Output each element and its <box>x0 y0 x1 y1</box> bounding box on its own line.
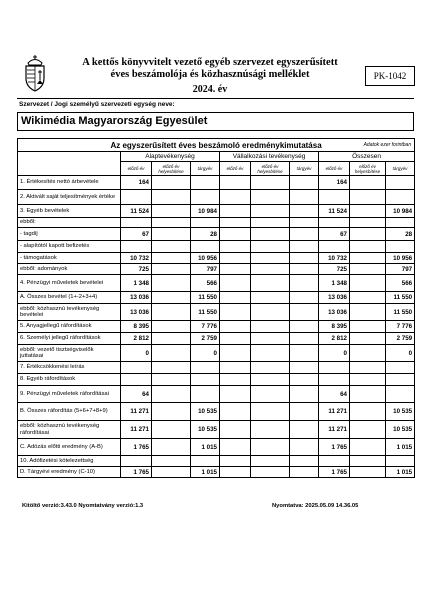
table-title: Az egyszerűsített éves beszámoló eredménykimutatása <box>110 140 322 150</box>
value-cell: 797 <box>191 264 220 275</box>
value-cell <box>350 321 386 333</box>
value-cell <box>290 321 319 333</box>
value-cell: 10 956 <box>386 253 415 264</box>
value-cell <box>220 362 251 374</box>
value-cell: 28 <box>191 228 220 241</box>
table-row <box>18 456 415 467</box>
value-cell: 164 <box>121 176 152 190</box>
value-cell <box>191 176 220 190</box>
table-row <box>18 275 415 292</box>
table-title-cell <box>18 139 415 152</box>
form-title-line2: éves beszámolója és közhasznúsági melléklet <box>110 69 310 80</box>
value-cell <box>350 241 386 253</box>
value-cell <box>350 439 386 456</box>
value-cell <box>290 374 319 386</box>
value-cell <box>152 241 191 253</box>
value-cell <box>251 253 290 264</box>
value-cell: 0 <box>121 345 152 362</box>
row-label: - alapítótól kapott befizetés <box>18 241 121 253</box>
value-cell: 1 348 <box>319 275 350 292</box>
value-cell <box>220 345 251 362</box>
table-row <box>18 253 415 264</box>
value-cell <box>152 345 191 362</box>
value-cell <box>350 362 386 374</box>
value-cell <box>191 362 220 374</box>
value-cell: 10 984 <box>191 205 220 218</box>
subheader-cell: előző év helyesbítése <box>152 162 191 176</box>
row-label: ebből: vezető tisztségviselők juttatásai <box>18 345 121 362</box>
value-cell <box>152 292 191 304</box>
group-header-business: Vállalkozási tevékenység <box>220 152 319 162</box>
row-label: 9. Pénzügyi műveletek ráfordításai <box>18 386 121 403</box>
value-cell <box>251 275 290 292</box>
value-cell: 1 015 <box>191 439 220 456</box>
value-cell <box>290 176 319 190</box>
value-cell <box>251 228 290 241</box>
value-cell <box>220 205 251 218</box>
value-cell: 10 535 <box>191 403 220 421</box>
value-cell <box>251 456 290 467</box>
value-cell <box>251 321 290 333</box>
value-cell <box>220 321 251 333</box>
value-cell <box>350 275 386 292</box>
value-cell: 13 036 <box>319 304 350 321</box>
row-label: 8. Egyéb ráfordítások <box>18 374 121 386</box>
subheader-cell: előző év <box>121 162 152 176</box>
value-cell <box>152 253 191 264</box>
value-cell: 1 765 <box>319 467 350 478</box>
value-cell: 10 535 <box>386 403 415 421</box>
value-cell <box>152 176 191 190</box>
value-cell: 10 984 <box>386 205 415 218</box>
value-cell: 10 732 <box>319 253 350 264</box>
value-cell <box>290 467 319 478</box>
value-cell <box>220 190 251 205</box>
value-cell: 2 812 <box>319 333 350 345</box>
value-cell <box>386 241 415 253</box>
value-cell <box>152 421 191 439</box>
table-row <box>18 333 415 345</box>
value-cell <box>290 345 319 362</box>
value-cell <box>290 275 319 292</box>
value-cell <box>152 333 191 345</box>
value-cell: 1 765 <box>121 439 152 456</box>
value-cell: 67 <box>319 228 350 241</box>
value-cell: 1 765 <box>319 439 350 456</box>
value-cell <box>251 439 290 456</box>
value-cell <box>152 218 191 228</box>
value-cell <box>152 228 191 241</box>
value-cell <box>290 421 319 439</box>
value-cell <box>290 205 319 218</box>
value-cell <box>350 264 386 275</box>
value-cell <box>121 241 152 253</box>
value-cell <box>251 218 290 228</box>
value-cell: 566 <box>191 275 220 292</box>
header-divider <box>17 98 414 99</box>
value-cell <box>290 386 319 403</box>
row-label: C. Adózás előtti eredmény (A-B) <box>18 439 121 456</box>
value-cell <box>251 190 290 205</box>
value-cell <box>251 374 290 386</box>
subheader-cell: tárgyév <box>290 162 319 176</box>
value-cell: 10 732 <box>121 253 152 264</box>
value-cell: 11 524 <box>121 205 152 218</box>
table-body <box>18 176 415 478</box>
value-cell: 2 759 <box>386 333 415 345</box>
row-label: 4. Pénzügyi műveletek bevételei <box>18 275 121 292</box>
value-cell: 11 524 <box>319 205 350 218</box>
value-cell: 725 <box>319 264 350 275</box>
report-year: 2024. év <box>192 84 228 95</box>
value-cell <box>290 218 319 228</box>
value-cell <box>152 456 191 467</box>
value-cell <box>121 190 152 205</box>
value-cell <box>251 205 290 218</box>
value-cell <box>251 467 290 478</box>
value-cell <box>290 362 319 374</box>
value-cell <box>152 362 191 374</box>
value-cell: 10 956 <box>191 253 220 264</box>
value-cell: 13 036 <box>121 292 152 304</box>
value-cell <box>290 333 319 345</box>
subheader-cell: előző év helyesbítése <box>251 162 290 176</box>
table-row <box>18 386 415 403</box>
value-cell <box>350 386 386 403</box>
value-cell <box>251 304 290 321</box>
value-cell <box>251 264 290 275</box>
row-label: D. Tárgyévi eredmény (C-10) <box>18 467 121 478</box>
value-cell: 11 271 <box>319 403 350 421</box>
table-row <box>18 176 415 190</box>
value-cell <box>121 362 152 374</box>
value-cell <box>386 190 415 205</box>
value-cell: 164 <box>319 176 350 190</box>
value-cell <box>386 362 415 374</box>
value-cell <box>152 386 191 403</box>
value-cell <box>220 403 251 421</box>
footer-printed: Nyomtatva: 2025.05.09 14.36.05 <box>272 503 359 509</box>
value-cell <box>350 345 386 362</box>
value-cell <box>220 292 251 304</box>
value-cell <box>319 218 350 228</box>
value-cell: 11 550 <box>191 292 220 304</box>
value-cell: 566 <box>386 275 415 292</box>
table-row <box>18 374 415 386</box>
value-cell <box>220 456 251 467</box>
value-cell <box>350 205 386 218</box>
value-cell <box>121 218 152 228</box>
value-cell: 1 015 <box>386 439 415 456</box>
row-label: 5. Anyagjellegű ráfordítások <box>18 321 121 333</box>
value-cell <box>386 176 415 190</box>
value-cell: 7 776 <box>191 321 220 333</box>
subheader-cell: tárgyév <box>386 162 415 176</box>
value-cell <box>350 218 386 228</box>
value-cell <box>290 292 319 304</box>
value-cell <box>386 374 415 386</box>
value-cell: 7 776 <box>386 321 415 333</box>
table-row <box>18 403 415 421</box>
row-label: 1. Értékesítés nettó árbevétele <box>18 176 121 190</box>
value-cell: 1 348 <box>121 275 152 292</box>
value-cell <box>319 190 350 205</box>
value-cell <box>350 253 386 264</box>
value-cell <box>386 456 415 467</box>
table-row <box>18 321 415 333</box>
value-cell <box>220 333 251 345</box>
table-row <box>18 304 415 321</box>
value-cell <box>191 218 220 228</box>
value-cell <box>290 304 319 321</box>
value-cell <box>220 421 251 439</box>
hungarian-coat-of-arms-icon <box>20 54 50 92</box>
value-cell: 0 <box>319 345 350 362</box>
value-cell: 10 535 <box>191 421 220 439</box>
value-cell <box>290 241 319 253</box>
value-cell <box>220 467 251 478</box>
value-cell <box>350 421 386 439</box>
value-cell <box>220 253 251 264</box>
value-cell <box>191 190 220 205</box>
value-cell <box>220 241 251 253</box>
value-cell <box>152 205 191 218</box>
subheader-cell: előző év <box>220 162 251 176</box>
table-row <box>18 241 415 253</box>
value-cell: 11 550 <box>191 304 220 321</box>
value-cell: 8 395 <box>319 321 350 333</box>
value-cell: 13 036 <box>319 292 350 304</box>
row-label: A. Összes bevétel (1+-2+3+4) <box>18 292 121 304</box>
value-cell <box>350 292 386 304</box>
org-name-field <box>17 112 414 131</box>
row-label: ebből: <box>18 218 121 228</box>
value-cell <box>350 456 386 467</box>
value-cell <box>191 241 220 253</box>
value-cell <box>386 386 415 403</box>
form-title <box>60 57 360 81</box>
org-name-label: Szervezet / Jogi személyű szervezeti egység neve: <box>19 101 175 108</box>
label-header-cell <box>18 152 121 176</box>
value-cell <box>319 456 350 467</box>
value-cell <box>350 304 386 321</box>
value-cell <box>152 374 191 386</box>
group-header-total: Összesen <box>319 152 415 162</box>
table-row <box>18 345 415 362</box>
value-cell <box>121 374 152 386</box>
footer-version: Kitöltő verzió:3.43.0 Nyomtatvány verzió:1.3 <box>22 503 144 509</box>
value-cell <box>319 374 350 386</box>
row-label: 2. Aktivált saját teljesítmények értéke <box>18 190 121 205</box>
value-cell: 0 <box>191 345 220 362</box>
value-cell <box>290 190 319 205</box>
table-row <box>18 439 415 456</box>
value-cell <box>152 467 191 478</box>
value-cell: 64 <box>121 386 152 403</box>
table-row <box>18 292 415 304</box>
value-cell: 13 036 <box>121 304 152 321</box>
value-cell <box>220 228 251 241</box>
value-cell: 1 765 <box>121 467 152 478</box>
value-cell <box>220 386 251 403</box>
value-cell <box>251 362 290 374</box>
value-cell <box>220 218 251 228</box>
value-cell <box>152 264 191 275</box>
value-cell: 1 015 <box>191 467 220 478</box>
value-cell: 8 395 <box>121 321 152 333</box>
value-cell <box>290 403 319 421</box>
value-cell: 725 <box>121 264 152 275</box>
value-cell <box>251 403 290 421</box>
value-cell <box>152 304 191 321</box>
table-row <box>18 264 415 275</box>
value-cell <box>251 386 290 403</box>
value-cell <box>152 321 191 333</box>
value-cell: 11 271 <box>121 421 152 439</box>
value-cell <box>121 456 152 467</box>
table-row <box>18 421 415 439</box>
value-cell <box>350 403 386 421</box>
value-cell <box>220 264 251 275</box>
value-cell <box>350 374 386 386</box>
value-cell <box>220 374 251 386</box>
value-cell <box>251 345 290 362</box>
value-cell <box>350 467 386 478</box>
value-cell <box>290 456 319 467</box>
row-label: 7. Értékcsökkenési leírás <box>18 362 121 374</box>
row-label: - támogatások <box>18 253 121 264</box>
value-cell: 64 <box>319 386 350 403</box>
table-row <box>18 218 415 228</box>
value-cell <box>290 439 319 456</box>
value-cell <box>350 190 386 205</box>
value-cell <box>152 275 191 292</box>
value-cell <box>220 304 251 321</box>
value-cell <box>191 374 220 386</box>
value-cell <box>220 176 251 190</box>
value-cell: 2 812 <box>121 333 152 345</box>
value-cell: 11 271 <box>319 421 350 439</box>
value-cell <box>152 403 191 421</box>
row-label: ebből: közhasznú tevékenység bevételei <box>18 304 121 321</box>
value-cell <box>251 333 290 345</box>
value-cell <box>386 218 415 228</box>
table-row <box>18 190 415 205</box>
value-cell <box>251 421 290 439</box>
value-cell <box>350 176 386 190</box>
value-cell <box>220 439 251 456</box>
table-row <box>18 362 415 374</box>
row-label: 3. Egyéb bevételek <box>18 205 121 218</box>
value-cell <box>191 386 220 403</box>
form-title-line1: A kettős könyvvitelt vezető egyéb szervezet egyszerűsített <box>82 57 338 68</box>
value-cell <box>319 362 350 374</box>
row-label: B. Összes ráfordítás (5+6+7+8+9) <box>18 403 121 421</box>
value-cell <box>350 228 386 241</box>
row-label: ebből: adományok <box>18 264 121 275</box>
group-header-core: Alaptevékenység <box>121 152 220 162</box>
value-cell <box>220 275 251 292</box>
unit-note: Adatok ezer forintban <box>363 142 412 148</box>
value-cell <box>152 190 191 205</box>
value-cell <box>290 253 319 264</box>
value-cell <box>251 292 290 304</box>
value-cell: 10 535 <box>386 421 415 439</box>
value-cell <box>251 176 290 190</box>
value-cell: 797 <box>386 264 415 275</box>
value-cell: 67 <box>121 228 152 241</box>
table-row <box>18 228 415 241</box>
value-cell: 28 <box>386 228 415 241</box>
subheader-cell: előző év helyesbítése <box>350 162 386 176</box>
value-cell <box>152 439 191 456</box>
value-cell <box>290 228 319 241</box>
value-cell: 11 550 <box>386 304 415 321</box>
table-row <box>18 205 415 218</box>
subheader-cell: előző év <box>319 162 350 176</box>
value-cell <box>290 264 319 275</box>
value-cell: 11 550 <box>386 292 415 304</box>
value-cell <box>191 456 220 467</box>
form-code: PK-1042 <box>365 66 415 86</box>
value-cell <box>350 333 386 345</box>
value-cell <box>319 241 350 253</box>
org-name-value: Wikimédia Magyarország Egyesület <box>21 115 208 127</box>
row-label: ebből: közhasznú tevékenység ráfordításai <box>18 421 121 439</box>
income-statement-table <box>17 138 415 478</box>
row-label: - tagdíj <box>18 228 121 241</box>
row-label: 6. Személyi jellegű ráfordítások <box>18 333 121 345</box>
value-cell: 0 <box>386 345 415 362</box>
value-cell <box>251 241 290 253</box>
value-cell: 11 271 <box>121 403 152 421</box>
table-row <box>18 467 415 478</box>
subheader-cell: tárgyév <box>191 162 220 176</box>
row-label: 10. Adófizetési kötelezettség <box>18 456 121 467</box>
value-cell: 2 759 <box>191 333 220 345</box>
value-cell: 1 015 <box>386 467 415 478</box>
